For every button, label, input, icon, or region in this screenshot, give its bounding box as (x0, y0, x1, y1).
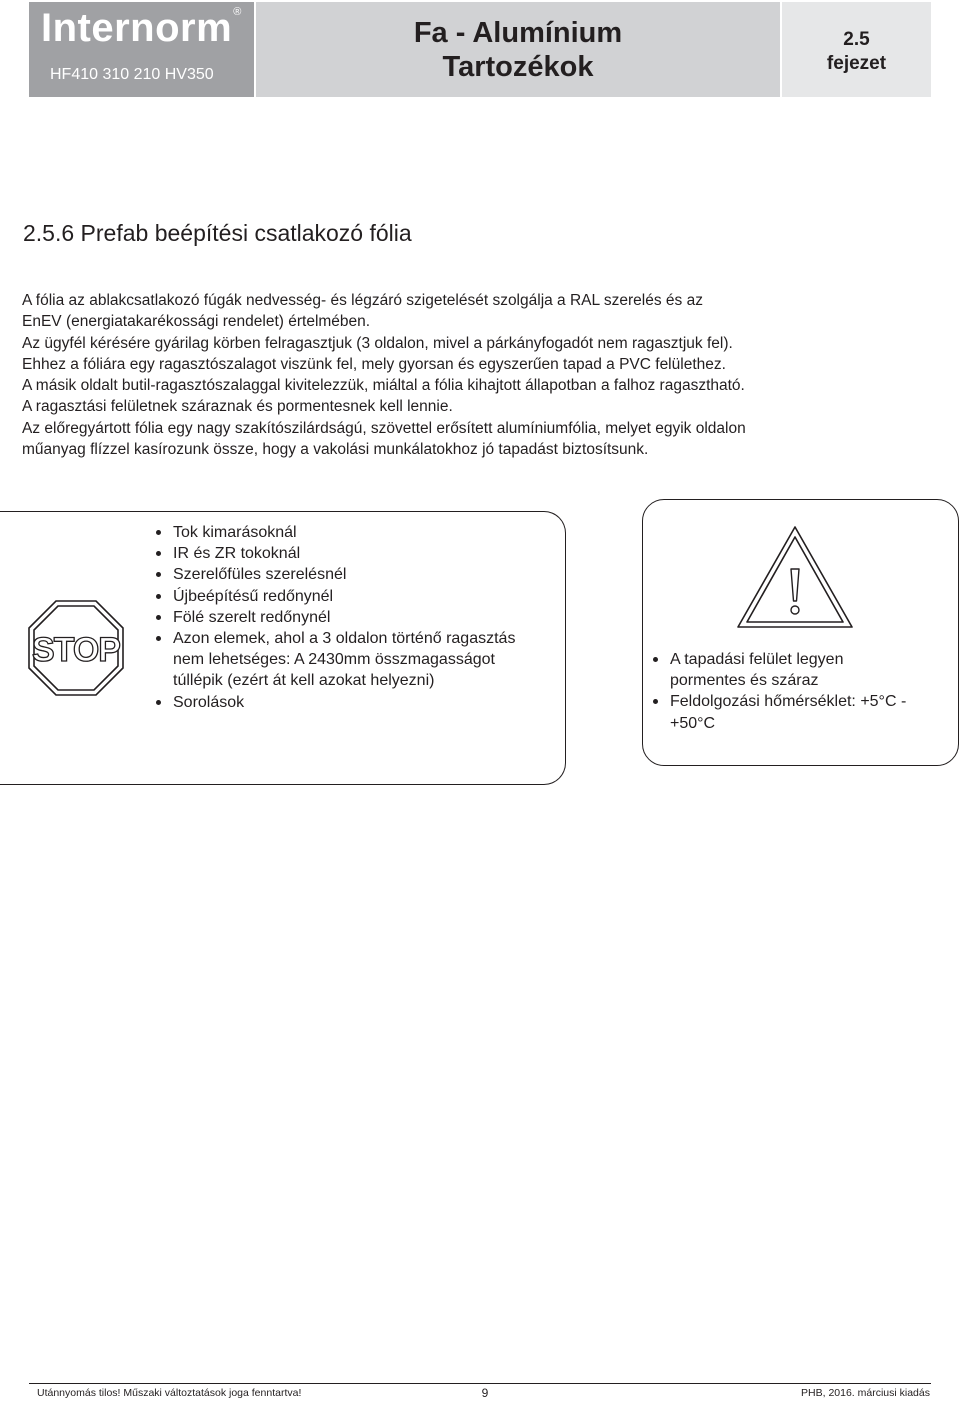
title-line-2: Tartozékok (442, 51, 594, 83)
footer-divider (29, 1383, 931, 1384)
body-line: Az előregyártott fólia egy nagy szakítószilárdságú, szövettel erősített alumíniumfólia, melyet egyik oldalon (22, 419, 746, 437)
chapter-indicator (782, 2, 931, 97)
page-header (29, 2, 931, 97)
body-line: A fólia az ablakcsatlakozó fúgák nedvesség- és légzáró szigetelését szolgálja a RAL szerelés és az (22, 292, 703, 309)
list-item: Újbeépítésű redőnynél (155, 586, 515, 607)
list-item-line: pormentes és száraz (670, 672, 819, 690)
body-text (22, 290, 922, 460)
list-item (155, 628, 515, 692)
list-item-line: Azon elemek, ahol a 3 oldalon történő ragasztás (173, 630, 516, 648)
chapter-word: fejezet (826, 53, 887, 74)
stop-conditions-list (155, 522, 515, 713)
brand-logo: Internorm® (41, 6, 242, 50)
warning-triangle-icon (736, 525, 854, 629)
footer-edition: PHB, 2016. márciusi kiadás (801, 1387, 930, 1399)
list-item: Sorolások (155, 692, 515, 713)
warning-conditions-list (652, 649, 906, 734)
list-item-line: +50°C (670, 714, 716, 732)
body-line: A másik oldalt butil-ragasztószalaggal kivitelezzük, miáltal a fólia kihajtott állapotban a falhoz ragasztható. (22, 377, 745, 395)
body-line: műanyag flízzel kasírozunk össze, hogy a vakolási munkálatokhoz jó tapadást biztosítsunk. (22, 441, 649, 459)
list-item-line: nem lehetséges: A 2430mm összmagasságot (173, 651, 495, 669)
footer-copyright: Utánnyomás tilos! Műszaki változtatások joga fenntartva! (37, 1387, 302, 1399)
document-title (256, 2, 780, 97)
title-line-1: Fa - Alumínium (413, 17, 623, 49)
brand-panel (29, 2, 254, 97)
stop-sign-icon (28, 600, 124, 696)
list-item-line: Feldolgozási hőmérséklet: +5°C - (670, 693, 907, 711)
body-line: A ragasztási felületnek száraznak és pormentesnek kell lennie. (22, 398, 453, 416)
list-item: Fölé szerelt redőnynél (155, 607, 515, 628)
list-item (652, 649, 906, 691)
list-item: IR és ZR tokoknál (155, 543, 515, 564)
model-list: HF410 310 210 HV350 (50, 66, 214, 83)
list-item: Tok kimarásoknál (155, 522, 515, 543)
body-line: EnEV (energiatakarékossági rendelet) értelmében. (22, 313, 371, 331)
list-item: Szerelőfüles szerelésnél (155, 564, 515, 585)
list-item-line: A tapadási felület legyen (670, 651, 844, 668)
stop-sign-text: STOP (32, 631, 120, 669)
page-number: 9 (481, 1386, 489, 1400)
list-item-line: túllépik (ezért át kell azokat helyezni) (173, 672, 435, 690)
chapter-number: 2.5 (843, 29, 870, 50)
section-title: 2.5.6 Prefab beépítési csatlakozó fólia (23, 220, 412, 246)
list-item (652, 691, 906, 733)
body-line: Ehhez a fóliára egy ragasztószalagot viszünk fel, mely gyorsan és egyszerűen tapad a PVC felülethez. (22, 355, 726, 373)
body-line: Az ügyfél kérésére gyárilag körben felragasztjuk (3 oldalon, mivel a párkányfogadót nem ragasztjuk fel). (22, 334, 733, 352)
